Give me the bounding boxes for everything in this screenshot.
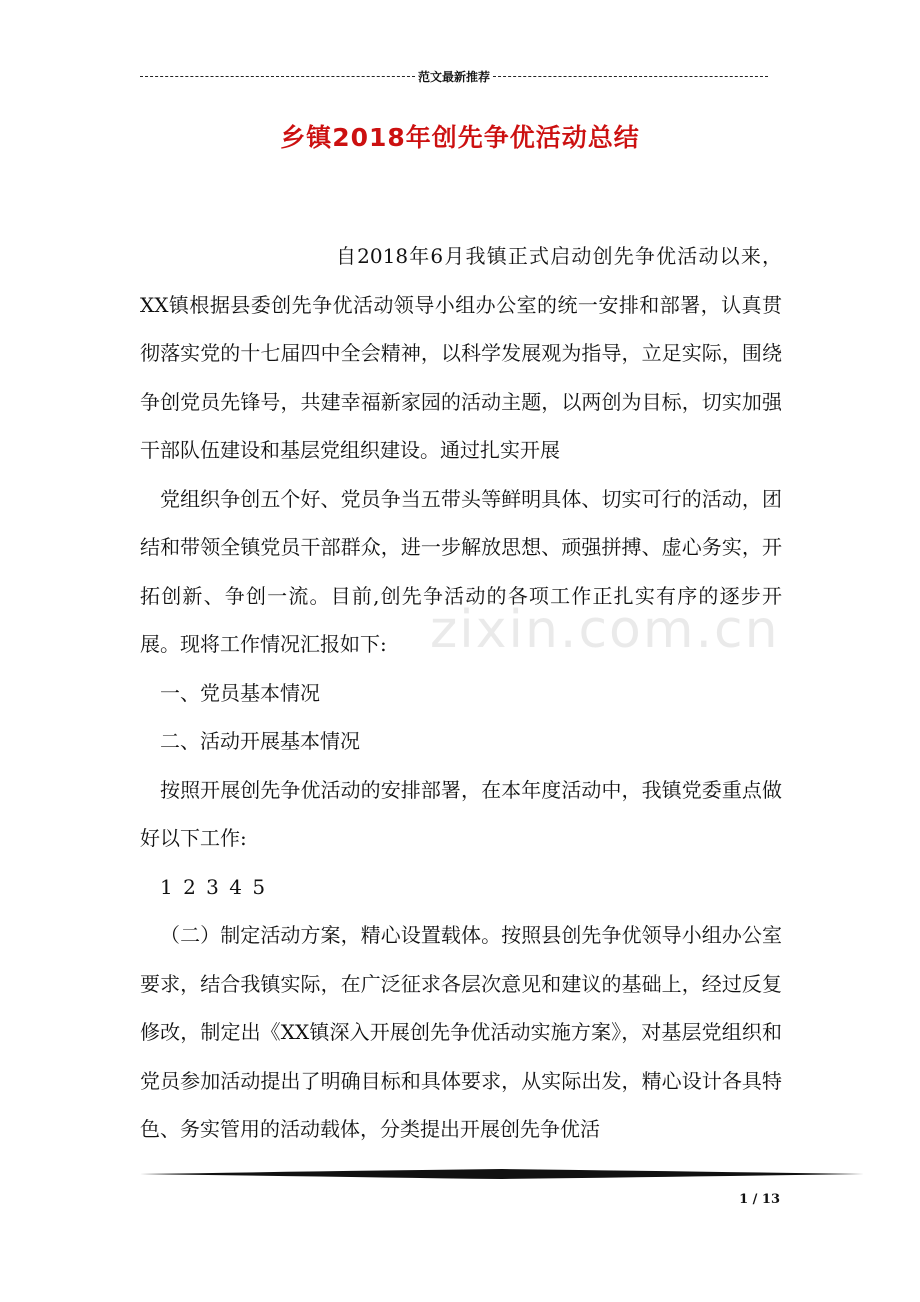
paragraph-activities: 党组织争创五个好、党员争当五带头等鲜明具体、切实可行的活动，团结和带领全镇党员干部群众，进一步解放思想、顽强拼搏、虚心务实，开拓创新、争创一流。目前,创先争活动的各项工作正扎实有序的逐步开展。现将工作情况汇报如下: (140, 486, 782, 656)
header-dash-left (140, 76, 415, 77)
paragraph-work-plan: 按照开展创先争优活动的安排部署，在本年度活动中，我镇党委重点做好以下工作: (140, 777, 782, 850)
header-dash-right (493, 76, 768, 77)
paragraph-plan-details: （二）制定活动方案，精心设置载体。按照县创先争优领导小组办公室要求，结合我镇实际，在广泛征求各层次意见和建议的基础上，经过反复修改，制定出《XX镇深入开展创先争优活动实施方案》，对基层党组织和党员参加活动提出了明确目标和具体要求，从实际出发，精心设计各具特色、务实管用的活动载体，分类提出开展创先争优活 (140, 923, 782, 1141)
header-label: 范文最新推荐 (418, 69, 491, 84)
page-number: 1 / 13 (739, 1192, 780, 1207)
header-rule (140, 66, 768, 86)
watermark: zixin.com.cn (430, 600, 780, 660)
paragraph-intro: 自2018年6月我镇正式启动创先争优活动以来，XX镇根据县委创先争优活动领导小组办公室的统一安排和部署，认真贯彻落实党的十七届四中全会精神，以科学发展观为指导，立足实际，围绕争创党员先锋号，共建幸福新家园的活动主题，以两创为目标，切实加强干部队伍建设和基层党组织建设。通过扎实开展 (140, 244, 782, 462)
numbered-list: 1 2 3 4 5 (160, 874, 266, 899)
document-body (140, 232, 782, 1154)
document-title: 乡镇2018年创先争优活动总结 (280, 123, 640, 152)
footer-rule (140, 1165, 864, 1183)
section-heading-activities: 二、活动开展基本情况 (160, 729, 360, 753)
section-heading-members: 一、党员基本情况 (160, 680, 320, 705)
